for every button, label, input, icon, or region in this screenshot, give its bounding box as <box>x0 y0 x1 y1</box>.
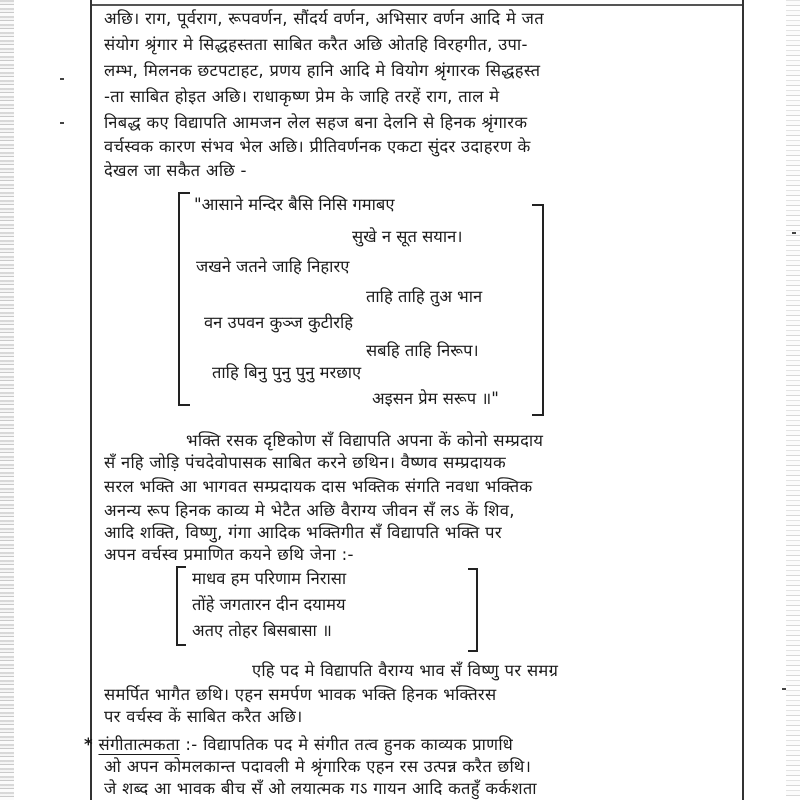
text-line: अपन वर्चस्व प्रमाणित कयने छथि जेना :- <box>104 545 354 564</box>
verse-line: जखने जतने जाहि निहारए <box>196 257 350 276</box>
margin-mark <box>60 78 64 80</box>
text-line: सरल भक्ति आ भागवत सम्प्रदायक दास भक्तिक संगति नवधा भक्तिक <box>104 477 533 496</box>
verse-line: "आसाने मन्दिर बैसि निसि गमाबए <box>194 195 395 214</box>
verse-line: ताहि बिनु पुनु पुनु मरछाए <box>212 363 362 382</box>
verse-line: सबहि ताहि निरूप। <box>366 341 479 360</box>
top-rule <box>92 4 742 6</box>
bullet-star-icon: * <box>84 735 93 754</box>
margin-mark <box>60 122 64 124</box>
arrow-icon: :- <box>185 735 198 754</box>
verse-bracket-right <box>532 204 544 416</box>
text-line: विद्यापतिक पद मे संगीत तत्व हुनक काव्यक प्राणधि <box>203 735 514 754</box>
verse-line: माधव हम परिणाम निरासा <box>192 569 347 588</box>
verse-line: अतए तोहर बिसबासा ॥ <box>192 621 332 640</box>
text-line: देखल जा सकैत अछि - <box>104 161 247 180</box>
margin-mark <box>792 232 796 234</box>
text-line: लम्भ, मिलनक छटपटाहट, प्रणय हानि आदि मे वियोग श्रृंगारक सिद्धहस्त <box>104 61 541 80</box>
text-line: एहि पद मे विद्यापति वैराग्य भाव सँ विष्णु पर समग्र <box>252 661 559 680</box>
margin-mark <box>782 688 786 690</box>
margin-rule-right <box>742 0 744 800</box>
section-heading: संगीतात्मकता <box>98 735 180 754</box>
text-line: वर्चस्वक कारण संभव भेल अछि। प्रीतिवर्णनक एकटा सुंदर उदाहरण के <box>104 137 531 156</box>
text-line: भक्ति रसक दृष्टिकोण सँ विद्यापति अपना कें कोनो सम्प्रदाय <box>186 431 544 450</box>
verse-line: सुखे न सूत सयान। <box>352 227 463 246</box>
text-line: आदि शक्ति, विष्णु, गंगा आदिक भक्तिगीत सँ विद्यापति भक्ति पर <box>104 523 502 542</box>
scan-edge-left <box>0 0 14 800</box>
text-line: -ता साबित होइत अछि। राधाकृष्ण प्रेम के जाहि तरहें राग, ताल मे <box>104 87 500 106</box>
scan-edge-right <box>786 0 800 800</box>
verse-line: वन उपवन कुञ्ज कुटीरहि <box>204 313 354 332</box>
text-line: जे शब्द आ भावक बीच सँ ओ लयात्मक गऽ गायन आदि कतहुँ कर्कशता <box>104 779 537 798</box>
margin-rule-left <box>90 0 92 800</box>
text-line: सँ नहि जोड़ि पंचदेवोपासक साबित करने छथिन। वैष्णव सम्प्रदायक <box>104 453 507 472</box>
text-line: ओ अपन कोमलकान्त पदावली मे श्रृंगारिक एहन रस उत्पन्न करैत छथि। <box>104 757 532 776</box>
verse-bracket-left <box>178 192 190 406</box>
text-line: संयोग श्रृंगार मे सिद्धहस्तता साबित करैत अछि ओतहि विरहगीत, उपा- <box>104 35 528 54</box>
verse-line: अइसन प्रेम सरूप ॥" <box>372 389 499 408</box>
text-line: निबद्ध कए विद्यापति आमजन लेल सहज बना देलनि से हिनक श्रृंगारक <box>104 113 528 132</box>
verse-line: तोंहे जगतारन दीन दयामय <box>192 595 346 614</box>
verse-bracket-right <box>468 568 478 652</box>
text-line: अछि। राग, पूर्वराग, रूपवर्णन, सौंदर्य वर्णन, अभिसार वर्णन आदि मे जत <box>104 9 544 28</box>
text-line: समर्पित भागैत छथि। एहन समर्पण भावक भक्ति हिनक भक्तिरस <box>104 685 497 704</box>
verse-bracket-left <box>176 566 186 646</box>
section-heading-line <box>84 734 513 756</box>
verse-line: ताहि ताहि तुअ भान <box>366 287 483 306</box>
text-line: पर वर्चस्व कें साबित करैत अछि। <box>104 707 303 726</box>
text-line: अनन्य रूप हिनक काव्य मे भेटैत अछि वैराग्य जीवन सँ लऽ कें शिव, <box>104 501 515 520</box>
